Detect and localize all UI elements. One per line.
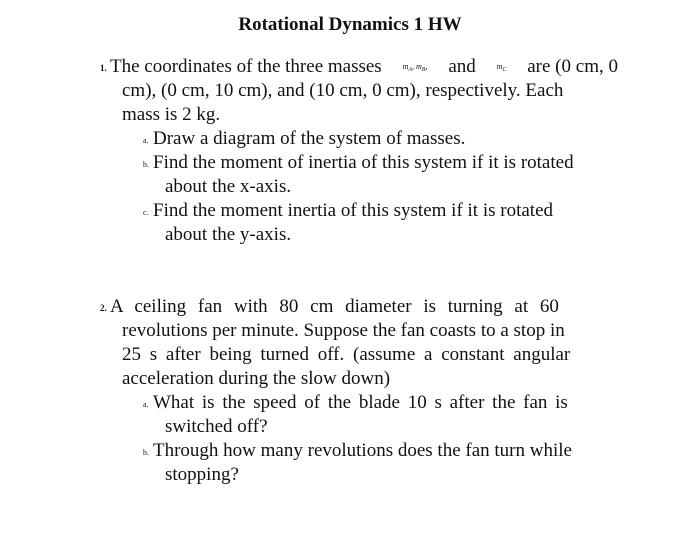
problem-1-line-1: 1. The coordinates of the three masses $^mA^{, m}B^,$ and $^m$C are (0 cm, 0 (100, 55, 618, 79)
problem-2-line-2: revolutions per minute. Suppose the fan coasts to a stop in (122, 320, 565, 341)
mass-symbol-c: $^m$C (496, 62, 507, 73)
problem-1-part-c-cont: about the y-axis. (165, 224, 292, 245)
problem-2-line-4: acceleration during the slow down) (122, 368, 391, 389)
problem-1 (100, 55, 618, 247)
problem-1-part-b: b. Find the moment of inertia of this system if it is rotated (143, 152, 574, 173)
problem-number: 2. (100, 303, 107, 313)
problem-1-part-b-cont: about the x-axis. (165, 176, 292, 197)
problem-1-line-2: cm), (0 cm, 10 cm), and (10 cm, 0 cm), respectively. Each (122, 80, 564, 101)
problem-1-line-3: mass is 2 kg. (122, 104, 221, 125)
mass-symbols-ab: $^mA^{, m}B^,$ (402, 62, 428, 73)
problem-2-line-1: 2. A ceiling fan with 80 cm diameter is turning at 60 (100, 295, 618, 319)
problem-2-part-b: b. Through how many revolutions does the fan turn while (143, 440, 572, 461)
problem-2-part-a-cont: switched off? (165, 416, 268, 437)
problem-2 (100, 295, 618, 487)
problem-2-line-3: 25 s after being turned off. (assume a constant angular (122, 344, 571, 365)
problem-2-part-a: a. What is the speed of the blade 10 s after the fan is (143, 392, 568, 413)
page-title: Rotational Dynamics 1 HW (238, 14, 462, 35)
problem-2-part-b-cont: stopping? (165, 464, 239, 485)
problem-1-part-a: a. Draw a diagram of the system of masses. (143, 128, 466, 149)
problem-number: 1. (100, 63, 107, 73)
problem-1-part-c: c. Find the moment inertia of this system if it is rotated (143, 200, 554, 221)
